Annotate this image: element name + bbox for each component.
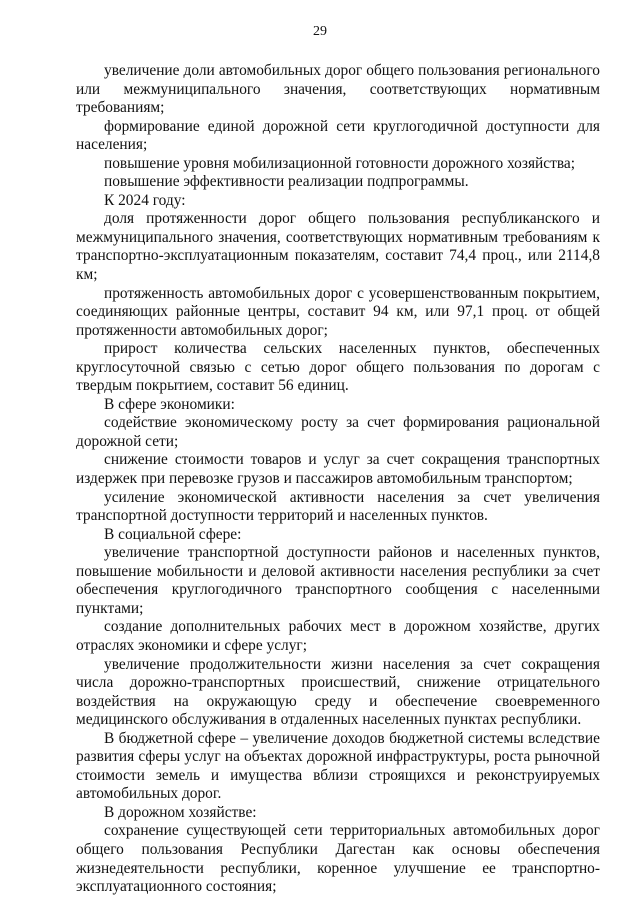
paragraph: снижение стоимости товаров и услуг за счет сокращения транспортных издержек при перевозке грузов и пассажиров автомобильным транспортом;: [76, 451, 600, 488]
paragraph: доля протяженности дорог общего пользования республиканского и межмуниципального значения, соответствующих нормативным требованиям к транспортно-эксплуатационным показателям, составит 74,4 проц., или 2114,8 км;: [76, 210, 600, 284]
page-number: 29: [313, 24, 327, 39]
paragraph: увеличение продолжительности жизни населения за счет сокращения числа дорожно-транспортных происшествий, снижение отрицательного воздействия на окружающую среду и обеспечение своевременного медицинского обслуживания в отдаленных населенных пунктах республики.: [76, 655, 600, 729]
section-heading: В дорожном хозяйстве:: [104, 803, 257, 821]
paragraph: усиление экономической активности населения за счет увеличения транспортной доступности территорий и населенных пунктов.: [76, 488, 600, 525]
paragraph: сохранение существующей сети территориальных автомобильных дорог общего пользования Республики Дагестан как основы обеспечения жизнедеятельности республики, коренное улучшение ее транспортно-эксплуатационного состояния;: [76, 822, 600, 896]
section-heading: К 2024 году:: [104, 191, 186, 209]
document-body: [76, 62, 600, 897]
paragraph: В бюджетной сфере – увеличение доходов бюджетной системы вследствие развития сферы услуг на объектах дорожной инфраструктуры, роста рыночной стоимости земель и имущества вблизи строящихся и реконструируемых автомобильных дорог.: [76, 729, 600, 803]
paragraph: увеличение транспортной доступности районов и населенных пунктов, повышение мобильности и деловой активности населения республики за счет обеспечения круглогодичного транспортного сообщения с населенными пунктами;: [76, 544, 600, 617]
section-heading: В социальной сфере:: [104, 525, 242, 543]
paragraph: повышение уровня мобилизационной готовности дорожного хозяйства;: [104, 154, 575, 172]
paragraph: содействие экономическому росту за счет формирования рациональной дорожной сети;: [76, 414, 600, 450]
paragraph: протяженность автомобильных дорог с усовершенствованным покрытием, соединяющих районные центры, составит 94 км, или 97,1 проц. от общей протяженности автомобильных дорог;: [76, 284, 600, 339]
paragraph: повышение эффективности реализации подпрограммы.: [104, 173, 469, 191]
paragraph: создание дополнительных рабочих мест в дорожном хозяйстве, других отраслях экономики и сфере услуг;: [76, 618, 600, 654]
section-heading: В сфере экономики:: [104, 395, 235, 413]
paragraph: прирост количества сельских населенных пунктов, обеспеченных круглосуточной связью с сетью дорог общего пользования по дорогам с твердым покрытием, составит 56 единиц.: [76, 340, 600, 395]
paragraph: увеличение доли автомобильных дорог общего пользования регионального или межмуниципального значения, соответствующих нормативным требованиям;: [76, 62, 600, 117]
paragraph: формирование единой дорожной сети круглогодичной доступности для населения;: [76, 117, 600, 154]
